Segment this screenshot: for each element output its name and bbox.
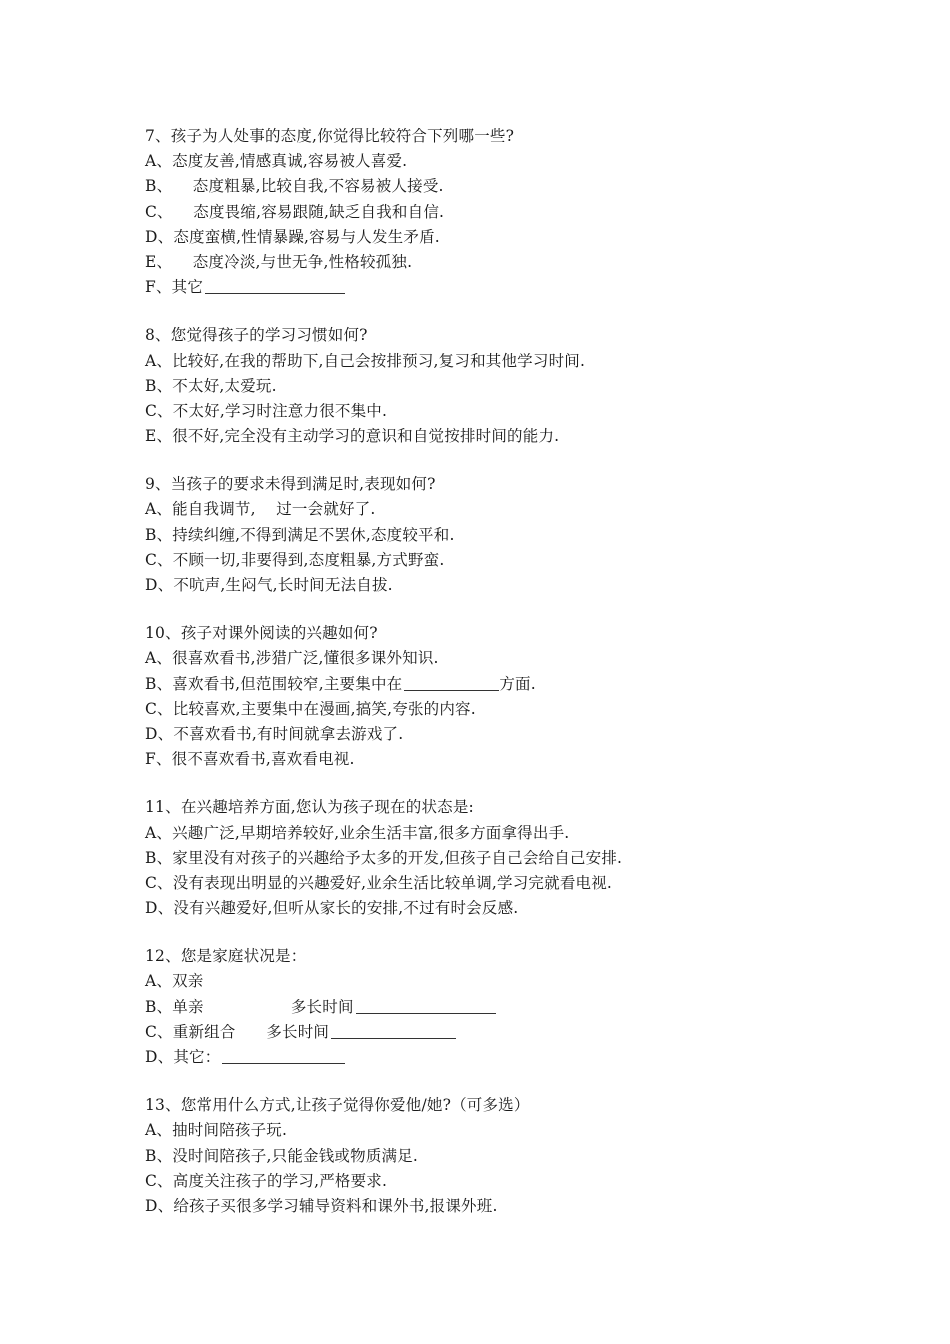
option-letter: D、	[145, 1048, 174, 1066]
answer-option[interactable]	[145, 497, 905, 522]
question-block	[145, 323, 905, 449]
option-letter: A、	[145, 1121, 173, 1140]
answer-option[interactable]	[145, 697, 905, 722]
question-title: 12、您是家庭状况是：	[145, 947, 307, 966]
option-letter: D、	[145, 227, 174, 246]
fill-in-blank[interactable]	[205, 277, 345, 294]
answer-option[interactable]	[145, 1020, 905, 1045]
answer-option[interactable]	[145, 424, 905, 449]
question-title: 10、孩子对课外阅读的兴趣如何?	[145, 624, 378, 643]
option-letter: C、	[145, 699, 173, 718]
answer-option[interactable]	[145, 174, 905, 199]
option-text: 很喜欢看书,涉猎广泛,懂很多课外知识.	[172, 649, 439, 668]
option-text-after-blank: 方面.	[499, 674, 536, 693]
option-text: 高度关注孩子的学习,严格要求.	[172, 1171, 388, 1190]
option-text: 态度粗暴,比较自我,不容易被人接受.	[172, 177, 444, 196]
option-letter: D、	[145, 724, 174, 743]
answer-option[interactable]	[145, 1118, 905, 1143]
question-block	[145, 1093, 905, 1219]
option-text: 其它	[171, 278, 204, 297]
option-text: 不顾一切,非要得到,态度粗暴,方式野蛮.	[172, 550, 445, 569]
answer-option[interactable]	[145, 1144, 905, 1169]
option-letter: F、	[145, 278, 172, 297]
answer-option[interactable]	[145, 149, 905, 174]
questionnaire-page	[145, 124, 905, 1242]
option-letter: A、	[145, 649, 173, 668]
option-letter: F、	[145, 750, 172, 769]
option-text: 态度畏缩,容易跟随,缺乏自我和自信.	[172, 202, 445, 221]
answer-option[interactable]	[145, 225, 905, 250]
option-text: 双亲	[172, 972, 204, 991]
question-block	[145, 621, 905, 772]
answer-option[interactable]	[145, 1169, 905, 1194]
fill-in-blank[interactable]	[404, 674, 499, 691]
option-letter: B、	[145, 1146, 173, 1165]
option-text: 喜欢看书,但范围较窄,主要集中在	[172, 674, 403, 693]
option-text: 家里没有对孩子的兴趣给予太多的开发,但孩子自己会给自己安排.	[172, 848, 623, 867]
option-text: 重新组合 多长时间	[172, 1022, 330, 1041]
answer-option[interactable]	[145, 275, 905, 300]
answer-option[interactable]	[145, 896, 905, 921]
answer-option[interactable]	[145, 250, 905, 275]
answer-option[interactable]	[145, 821, 905, 846]
option-text: 比较喜欢,主要集中在漫画,搞笑,夸张的内容.	[172, 699, 476, 718]
question-title: 7、孩子为人处事的态度,你觉得比较符合下列哪一些?	[145, 127, 515, 145]
option-text: 抽时间陪孩子玩.	[172, 1121, 288, 1140]
option-letter: E、	[145, 427, 173, 446]
option-letter: B、	[145, 848, 173, 867]
option-text: 持续纠缠,不得到满足不罢休,态度较平和.	[172, 525, 455, 544]
option-letter: B、	[145, 674, 173, 693]
answer-option[interactable]	[145, 646, 905, 671]
option-text: 比较好,在我的帮助下,自己会按排预习,复习和其他学习时间.	[172, 351, 586, 370]
answer-option[interactable]	[145, 349, 905, 374]
option-text: 不吭声,生闷气,长时间无法自拔.	[173, 576, 393, 594]
option-letter: D、	[145, 1196, 174, 1215]
question-title: 11、在兴趣培养方面,您认为孩子现在的状态是:	[145, 798, 474, 817]
option-letter: C、	[145, 873, 173, 892]
answer-option[interactable]	[145, 523, 905, 548]
answer-option[interactable]	[145, 871, 905, 896]
answer-option[interactable]	[145, 969, 905, 994]
option-text: 不太好,太爱玩.	[172, 376, 277, 395]
option-text: 单亲 多长时间	[172, 997, 354, 1016]
option-text: 兴趣广泛,早期培养较好,业余生活丰富,很多方面拿得出手.	[172, 823, 570, 842]
option-letter: B、	[145, 376, 173, 395]
option-text: 其它：	[173, 1048, 221, 1066]
answer-option[interactable]	[145, 1045, 905, 1070]
option-letter: B、	[145, 525, 173, 544]
option-letter: A、	[145, 972, 173, 991]
option-letter: C、	[145, 1171, 173, 1190]
option-text: 没有表现出明显的兴趣爱好,业余生活比较单调,学习完就看电视.	[172, 873, 613, 892]
question-title: 8、您觉得孩子的学习习惯如何?	[145, 326, 368, 345]
option-letter: C、	[145, 202, 173, 221]
option-text: 很不喜欢看书,喜欢看电视.	[171, 750, 355, 769]
fill-in-blank[interactable]	[331, 1022, 456, 1039]
option-text: 态度蛮横,性情暴躁,容易与人发生矛盾.	[173, 227, 440, 246]
answer-option[interactable]	[145, 846, 905, 871]
option-letter: D、	[145, 576, 174, 594]
option-letter: C、	[145, 1022, 173, 1041]
option-letter: A、	[145, 351, 173, 370]
option-letter: B、	[145, 177, 173, 196]
option-text: 给孩子买很多学习辅导资料和课外书,报课外班.	[173, 1196, 498, 1215]
answer-option[interactable]	[145, 747, 905, 772]
answer-option[interactable]	[145, 399, 905, 424]
question-block	[145, 472, 905, 598]
answer-option[interactable]	[145, 995, 905, 1020]
option-text: 没有兴趣爱好,但听从家长的安排,不过有时会反感.	[173, 899, 519, 918]
option-text: 很不好,完全没有主动学习的意识和自觉按排时间的能力.	[172, 427, 560, 446]
option-letter: A、	[145, 500, 173, 519]
answer-option[interactable]	[145, 672, 905, 697]
fill-in-blank[interactable]	[356, 997, 496, 1014]
option-letter: E、	[145, 252, 173, 271]
option-letter: A、	[145, 823, 173, 842]
option-letter: B、	[145, 997, 173, 1016]
option-letter: A、	[145, 152, 173, 171]
option-text: 态度冷淡,与世无争,性格较孤独.	[172, 252, 413, 271]
option-text: 能自我调节, 过一会就好了.	[172, 500, 376, 519]
answer-option[interactable]	[145, 573, 905, 598]
answer-option[interactable]	[145, 722, 905, 747]
answer-option[interactable]	[145, 200, 905, 225]
option-text: 不太好,学习时注意力很不集中.	[172, 401, 388, 420]
question-title: 13、您常用什么方式,让孩子觉得你爱他/她?（可多选）	[145, 1096, 530, 1115]
option-letter: C、	[145, 401, 173, 420]
option-text: 不喜欢看书,有时间就拿去游戏了.	[173, 724, 404, 743]
fill-in-blank[interactable]	[222, 1047, 345, 1064]
option-letter: D、	[145, 899, 174, 918]
answer-option[interactable]	[145, 374, 905, 399]
option-letter: C、	[145, 550, 173, 569]
option-text: 态度友善,情感真诚,容易被人喜爱.	[172, 152, 408, 171]
question-title: 9、当孩子的要求未得到满足时,表现如何?	[145, 475, 436, 494]
question-block	[145, 795, 905, 921]
option-text: 没时间陪孩子,只能金钱或物质满足.	[172, 1146, 419, 1165]
answer-option[interactable]	[145, 1194, 905, 1219]
question-block	[145, 124, 905, 300]
answer-option[interactable]	[145, 548, 905, 573]
question-block	[145, 944, 905, 1070]
